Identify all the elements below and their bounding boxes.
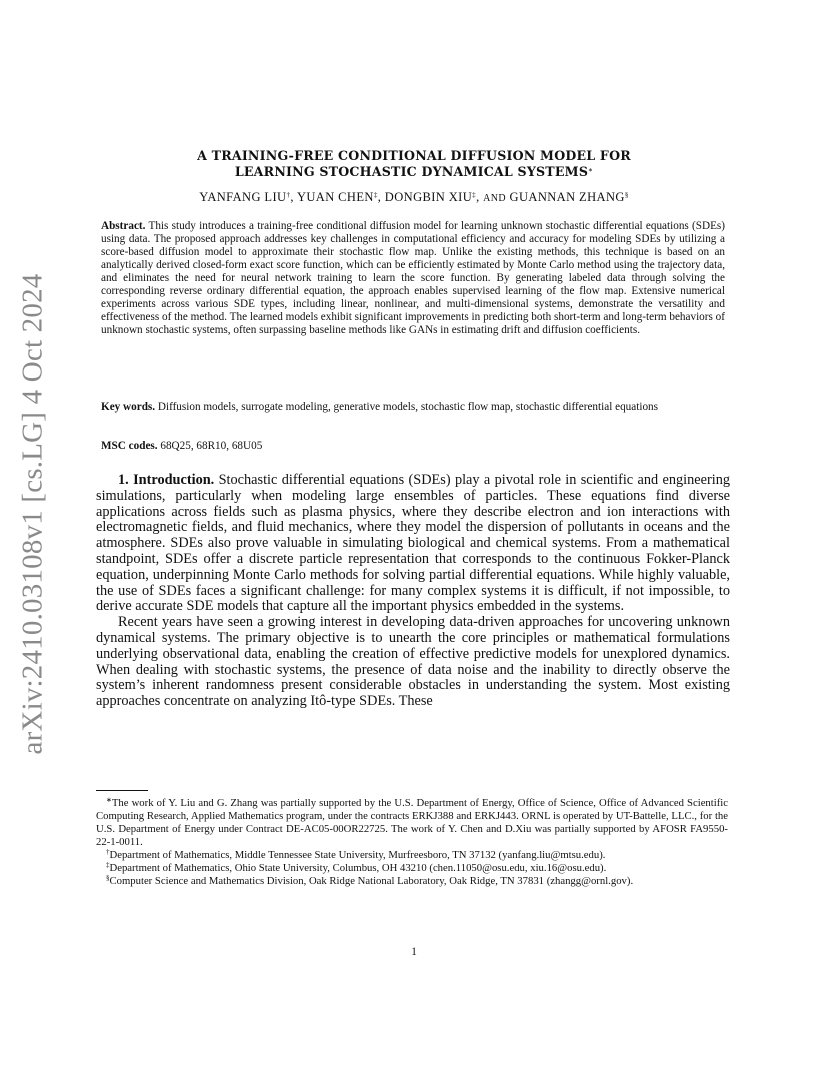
author-mark: ‡	[373, 191, 378, 199]
author-list: YANFANG LIU†, YUAN CHEN‡, DONGBIN XIU‡, AND GUANNAN ZHANG§	[199, 190, 629, 204]
footnote: §Computer Science and Mathematics Division, Oak Ridge National Laboratory, Oak Ridge, TN 37831 (zhangg@ornl.gov).	[106, 874, 634, 887]
author-name: YANFANG LIU	[199, 190, 287, 204]
footnote: ∗The work of Y. Liu and G. Zhang was partially supported by the U.S. Department of Energy, Office of Science, Office of Advanced Scientific Computing Research, Applied Mathematics program, under the contracts ERKJ388 and ERKJ443. ORNL is operated by UT-Battelle, LLC., for the U.S. Department of Energy under Contract DE-AC05-00OR22725. The work of Y. Chen and D.Xiu was partially supported by AFOSR FA9550-22-1-0011.	[96, 796, 728, 848]
author-mark: †	[286, 191, 291, 199]
author-mark: ‡	[472, 191, 477, 199]
author-name: GUANNAN ZHANG	[509, 190, 625, 204]
keywords-label: Key words.	[101, 401, 156, 413]
paper-title	[96, 148, 732, 180]
page-number: 1	[411, 946, 417, 958]
author-name: DONGBIN XIU	[384, 190, 473, 204]
abstract	[101, 220, 725, 337]
msc-text: 68Q25, 68R10, 68U05	[160, 440, 263, 452]
msc-codes	[101, 440, 725, 453]
paragraph: 1. Introduction. Stochastic differential equations (SDEs) play a pivotal role in scientific and engineering simulations, particularly when modeling large ensembles of particles. These equations find diverse applications across fields such as plasma physics, where they describe electron and ion interactions with electromagnetic fields, and fluid mechanics, where they model the dispersion of pollutants in oceans and the atmosphere. SDEs also prove valuable in simulating biological and chemical systems. From a mathematical standpoint, SDEs offer a discrete particle representation that corresponds to the continuous Fokker-Planck equation, underpinning Monte Carlo methods for solving partial differential equations. While highly valuable, the use of SDEs faces a significant challenge: for many complex systems it is difficult, if not impossible, to derive accurate SDE models that capture all the important physics embedded in the systems.	[96, 472, 730, 615]
abstract-label: Abstract.	[101, 220, 146, 232]
abstract-text: This study introduces a training-free conditional diffusion model for learning unknown stochastic differential equations (SDEs) using data. The proposed approach addresses key challenges in computational efficiency and accuracy for modeling SDEs by utilizing a score-based diffusion model to approximate their stochastic flow map. Unlike the existing methods, this technique is based on an analytically derived closed-form exact score function, which can be efficiently estimated by Monte Carlo method using the trajectory data, and eliminates the need for neural network training to learn the score function. By generating labeled data through solving the corresponding reverse ordinary differential equation, the approach enables supervised learning of the flow map. Extensive numerical experiments across various SDE types, including linear, nonlinear, and multi-dimensional systems, demonstrate the versatility and effectiveness of the method. The learned models exhibit significant improvements in predicting both short-term and long-term behaviors of unknown stochastic systems, often surpassing baseline methods like GANs in estimating drift and diffusion coefficients.	[101, 220, 725, 336]
arxiv-sidebar-stamp	[4, 273, 62, 755]
keywords	[101, 401, 725, 414]
paragraph: Recent years have seen a growing interest in developing data-driven approaches for uncovering unknown dynamical systems. The primary objective is to unearth the core principles or mathematical formulations underlying observational data, enabling the creation of effective predictive models for unexplored dynamics. When dealing with stochastic systems, the presence of data noise and the inability to directly observe the system’s inherent randomness present considerable obstacles in understanding the system. Most existing approaches concentrate on analyzing Itô-type SDEs. These	[96, 614, 730, 710]
footnote: †Department of Mathematics, Middle Tennessee State University, Murfreesboro, TN 37132 (yanfang.liu@mtsu.edu).	[106, 848, 606, 861]
author-name: YUAN CHEN	[296, 190, 374, 204]
author-mark: §	[624, 191, 629, 199]
footnote-rule	[96, 790, 148, 791]
keywords-text: Diffusion models, surrogate modeling, generative models, stochastic flow map, stochastic differential equations	[157, 401, 658, 413]
footnotes	[96, 797, 728, 888]
footnote: ‡Department of Mathematics, Ohio State University, Columbus, OH 43210 (chen.11050@osu.edu, xiu.16@osu.edu).	[106, 861, 607, 874]
arxiv-identifier: arXiv:2410.03108v1 [cs.LG] 4 Oct 2024	[16, 273, 49, 755]
title-footnote-mark: ∗	[588, 165, 594, 174]
author-conjunction: AND	[483, 193, 507, 204]
introduction-section	[96, 473, 730, 710]
msc-label: MSC codes.	[101, 440, 158, 452]
section-heading: 1. Introduction.	[118, 472, 215, 488]
title-line-1: A TRAINING-FREE CONDITIONAL DIFFUSION MODEL FOR	[197, 148, 631, 163]
title-line-2: LEARNING STOCHASTIC DYNAMICAL SYSTEMS∗	[234, 164, 594, 179]
